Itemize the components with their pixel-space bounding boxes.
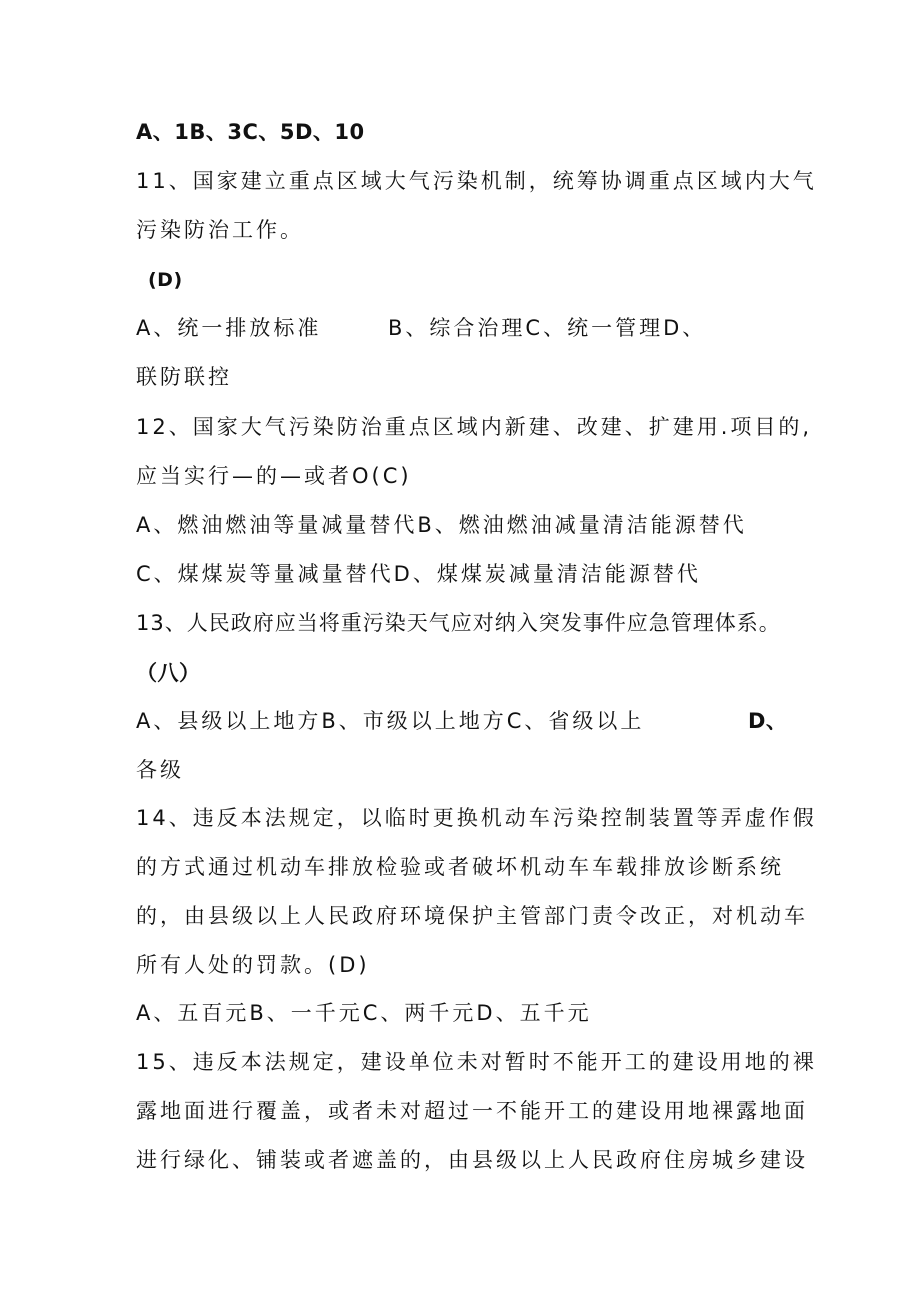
q14-stem-line-3: 的，由县级以上人民政府环境保护主管部门责令改正，对机动车 — [136, 904, 808, 928]
q12-options-line-1: A、燃油燃油等量减量替代B、燃油燃油减量清洁能源替代 — [136, 513, 747, 537]
q12-stem-line-2: 应当实行—的—或者O(C) — [136, 464, 412, 488]
q11-options-line-1-a: A、统一排放标准 — [136, 316, 322, 340]
q14-stem-line-4: 所有人处的罚款。(D) — [136, 953, 370, 977]
q11-options-line-2: 联防联控 — [136, 365, 232, 389]
q15-stem-line-1: 15、违反本法规定，建设单位未对暂时不能开工的建设用地的裸 — [136, 1050, 817, 1074]
q15-stem-line-3: 进行绿化、铺装或者遮盖的，由县级以上人民政府住房城乡建设 — [136, 1148, 808, 1172]
q10-options: A、1B、3C、5D、10 — [136, 120, 365, 144]
q11-answer: (D) — [148, 269, 183, 291]
q15-stem-line-2: 露地面进行覆盖，或者未对超过一不能开工的建设用地裸露地面 — [136, 1099, 808, 1123]
q13-options-line-1-b: D、 — [748, 709, 788, 733]
q13-options-line-2: 各级 — [136, 758, 184, 782]
q11-stem-line-2: 污染防治工作。 — [136, 218, 304, 242]
q14-stem-line-2: 的方式通过机动车排放检验或者破坏机动车车载排放诊断系统 — [136, 855, 784, 879]
q11-options-line-1-b: B、综合治理C、统一管理D、 — [388, 316, 707, 340]
q14-options-line-1: A、五百元B、一千元C、两千元D、五千元 — [136, 1001, 592, 1025]
q14-stem-line-1: 14、违反本法规定，以临时更换机动车污染控制装置等弄虚作假 — [136, 806, 817, 830]
q12-stem-line-1: 12、国家大气污染防治重点区域内新建、改建、扩建用.项目的, — [136, 415, 813, 439]
q13-stem-line-1: 13、人民政府应当将重污染天气应对纳入突发事件应急管理体系。 — [136, 611, 781, 635]
q11-stem-line-1: 11、国家建立重点区域大气污染机制，统筹协调重点区域内大气 — [136, 169, 817, 193]
q12-options-line-2: C、煤煤炭等量减量替代D、煤煤炭减量清洁能源替代 — [136, 562, 701, 586]
q13-answer: （八） — [136, 661, 201, 685]
q13-options-line-1-a: A、县级以上地方B、市级以上地方C、省级以上 — [136, 709, 645, 733]
